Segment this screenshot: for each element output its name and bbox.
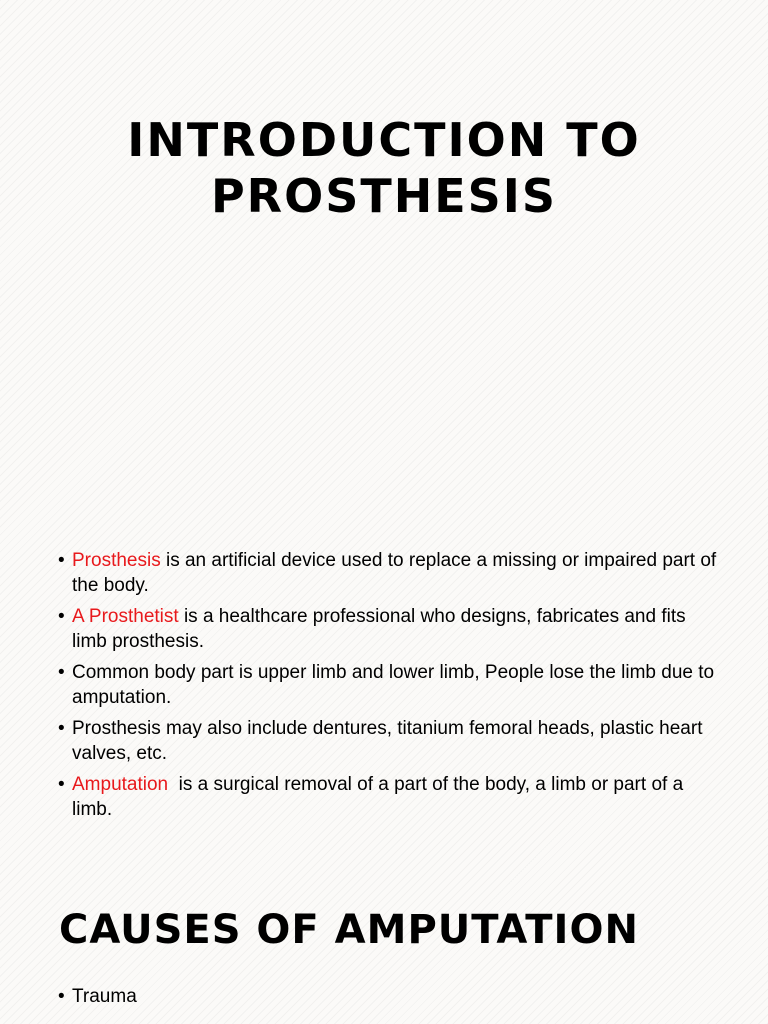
- bullet-text: is a surgical removal of a part of the body, a limb or part of a limb.: [72, 774, 689, 820]
- title-line-2: PROSTHESIS: [210, 169, 558, 223]
- list-item: [58, 604, 718, 654]
- list-item: [58, 716, 718, 766]
- slide-title: [0, 112, 768, 224]
- highlight-term: Prosthesis: [72, 550, 161, 571]
- title-line-1: INTRODUCTION TO: [127, 113, 641, 167]
- highlight-term: A Prosthetist: [72, 606, 179, 627]
- list-item: [58, 660, 718, 710]
- causes-list: [58, 984, 718, 1009]
- section-heading: CAUSES OF AMPUTATION: [59, 907, 639, 953]
- bullet-text: Prosthesis may also include dentures, titanium femoral heads, plastic heart valves, etc.: [72, 718, 703, 764]
- definition-list: [58, 548, 718, 828]
- highlight-term: Amputation: [72, 774, 174, 795]
- list-item: • Trauma: [58, 984, 718, 1009]
- bullet-text: is an artificial device used to replace a missing or impaired part of the body.: [72, 550, 717, 596]
- list-item: [58, 772, 718, 822]
- bullet-text: Common body part is upper limb and lower limb, People lose the limb due to amputation.: [72, 662, 715, 708]
- list-item: [58, 548, 718, 598]
- bullet-text: is a healthcare professional who designs, fabricates and fits limb prosthesis.: [72, 606, 686, 652]
